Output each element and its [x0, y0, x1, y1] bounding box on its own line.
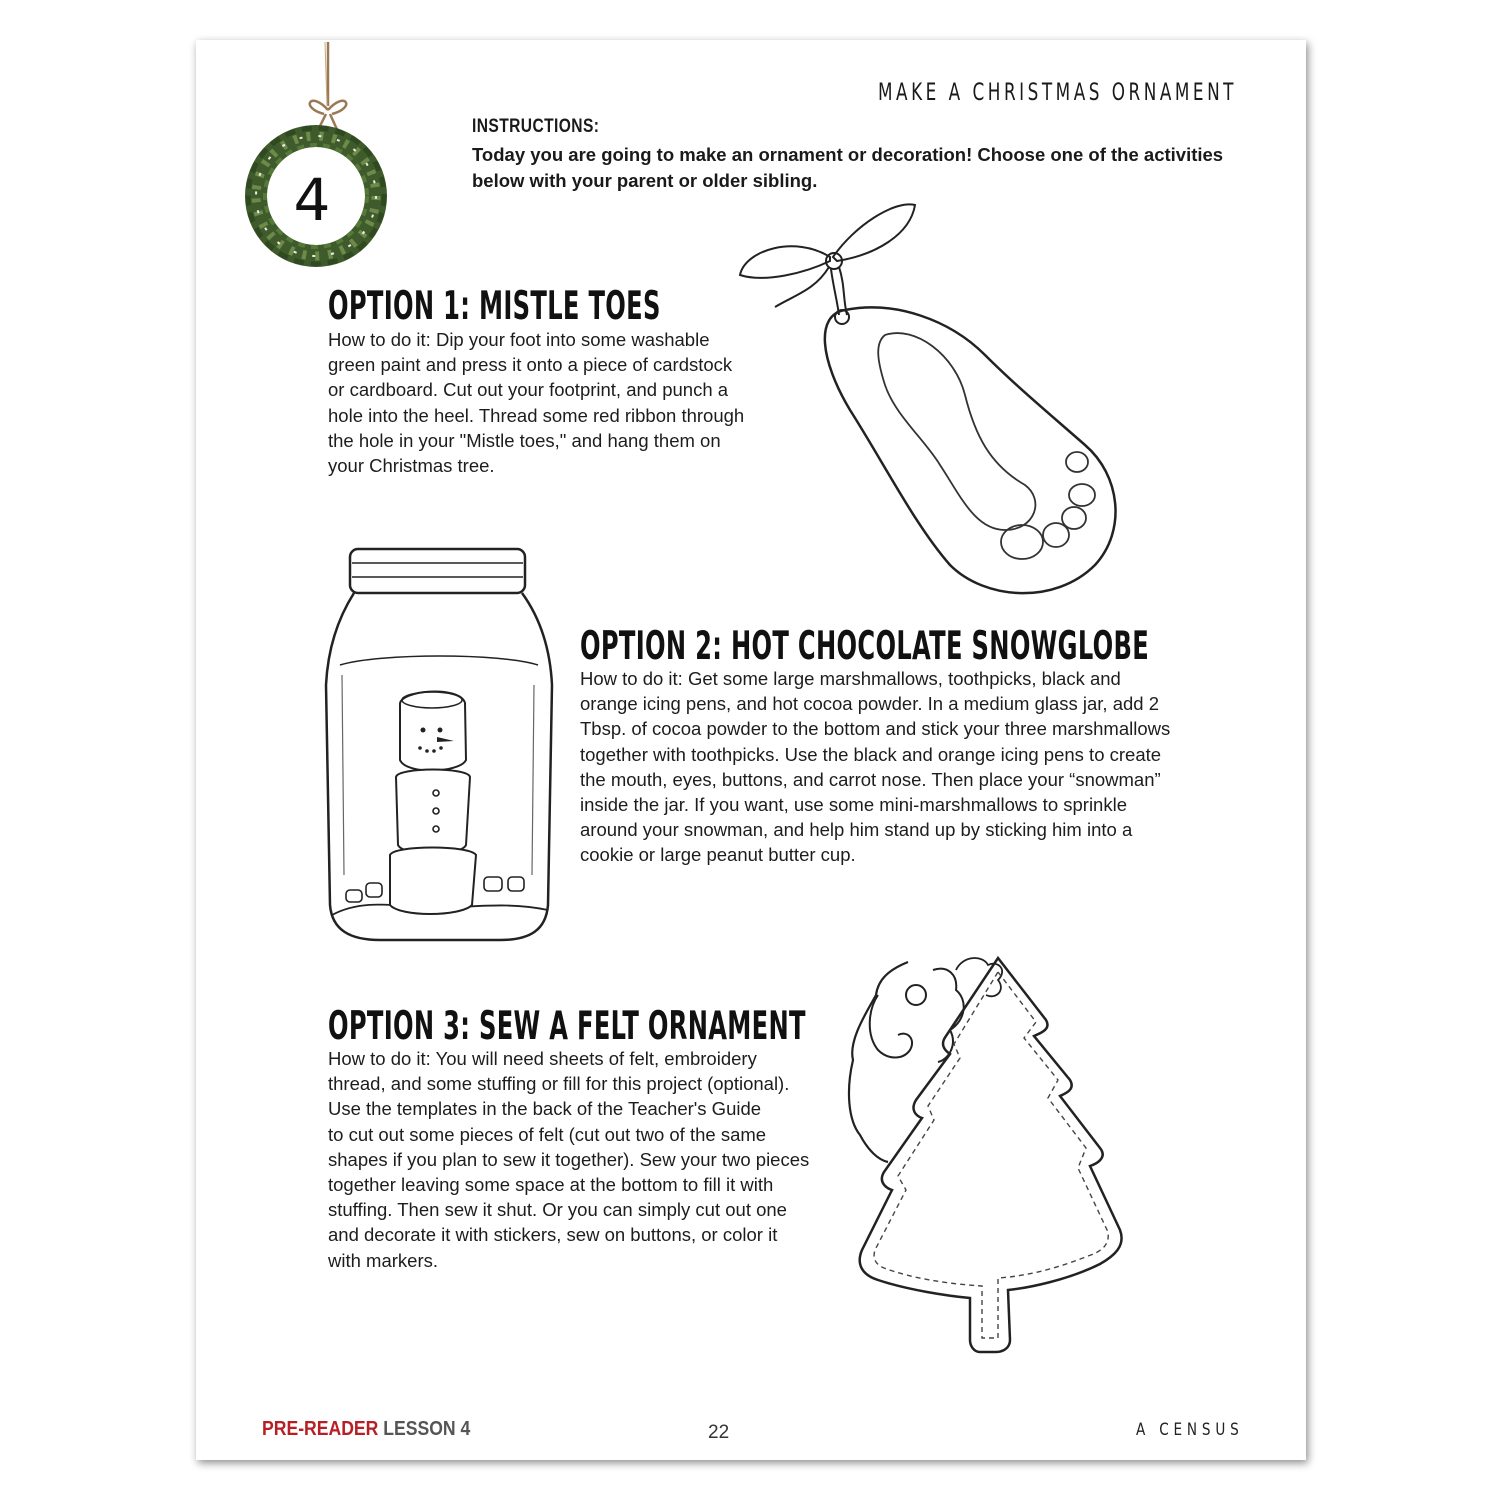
option-3-line: and decorate it with stickers, sew on buttons, or color it	[328, 1224, 778, 1246]
instructions-label: INSTRUCTIONS:	[472, 116, 600, 137]
footer-level: PRE-READER	[262, 1418, 379, 1440]
option-2-line: together with toothpicks. Use the black and orange icing pens to create	[580, 743, 1162, 765]
option-2-line: cookie or large peanut butter cup.	[580, 844, 856, 866]
wreath-icon	[228, 40, 368, 272]
page-number: 22	[708, 1422, 730, 1443]
option-1-heading: OPTION 1: MISTLE TOES	[328, 284, 661, 329]
page-header-title: MAKE A CHRISTMAS ORNAMENT	[878, 78, 1237, 106]
option-2-line: Tbsp. of cocoa powder to the bottom and stick your three marshmallows	[580, 718, 1171, 740]
option-1-line: your Christmas tree.	[328, 455, 495, 477]
option-2-line: orange icing pens, and hot cocoa powder. In a medium glass jar, add 2	[580, 693, 1160, 715]
option-1-line: How to do it: Dip your foot into some washable	[328, 329, 710, 350]
option-3-line: thread, and some stuffing or fill for this project (optional).	[328, 1073, 790, 1095]
footer-topic: A CENSUS	[1136, 1420, 1244, 1440]
footer-lesson: LESSON 4	[383, 1418, 471, 1440]
option-2-line: How to do it: Get some large marshmallows, toothpicks, black and	[580, 668, 1121, 689]
option-2-line: inside the jar. If you want, use some mini-marshmallows to sprinkle	[580, 794, 1127, 816]
option-3-line: with markers.	[328, 1249, 438, 1271]
option-3-line: together leaving some space at the bottom to fill it with	[328, 1174, 774, 1196]
instructions-text: Today you are going to make an ornament or decoration! Choose one of the activities below with your parent or older sibling.	[472, 144, 1224, 191]
option-3-line: Use the templates in the back of the Teacher's Guide	[328, 1098, 762, 1120]
option-2-heading: OPTION 2: HOT CHOCOLATE SNOWGLOBE	[580, 624, 1150, 669]
option-3-line: shapes if you plan to sew it together). Sew your two pieces	[328, 1148, 810, 1170]
option-3-body	[328, 1046, 809, 1273]
footer-lesson-label	[262, 1418, 470, 1441]
option-1-line: or cardboard. Cut out your footprint, and punch a	[328, 379, 729, 401]
option-2-line: the mouth, eyes, buttons, and carrot nose. Then place your “snowman”	[580, 768, 1161, 790]
snowglobe-jar-illustration	[320, 545, 560, 945]
option-2-line: around your snowman, and help him stand up by sticking him into a	[580, 819, 1133, 841]
footprint-ornament-illustration	[735, 195, 1135, 605]
option-1-line: green paint and press it onto a piece of cardstock	[328, 354, 733, 376]
option-3-line: to cut out some pieces of felt (cut out two of the same	[328, 1123, 767, 1145]
option-3-line: stuffing. Then sew it shut. Or you can simply cut out one	[328, 1199, 787, 1221]
option-3-heading: OPTION 3: SEW A FELT ORNAMENT	[328, 1004, 806, 1049]
wreath-number: 4	[293, 166, 331, 234]
option-1-line: hole into the heel. Thread some red ribbon through	[328, 404, 745, 426]
option-1-body	[328, 327, 744, 478]
option-1-line: the hole in your "Mistle toes," and hang them on	[328, 429, 721, 451]
option-2-body	[580, 666, 1170, 868]
felt-tree-illustration	[838, 950, 1128, 1370]
option-3-line: How to do it: You will need sheets of felt, embroidery	[328, 1048, 757, 1069]
